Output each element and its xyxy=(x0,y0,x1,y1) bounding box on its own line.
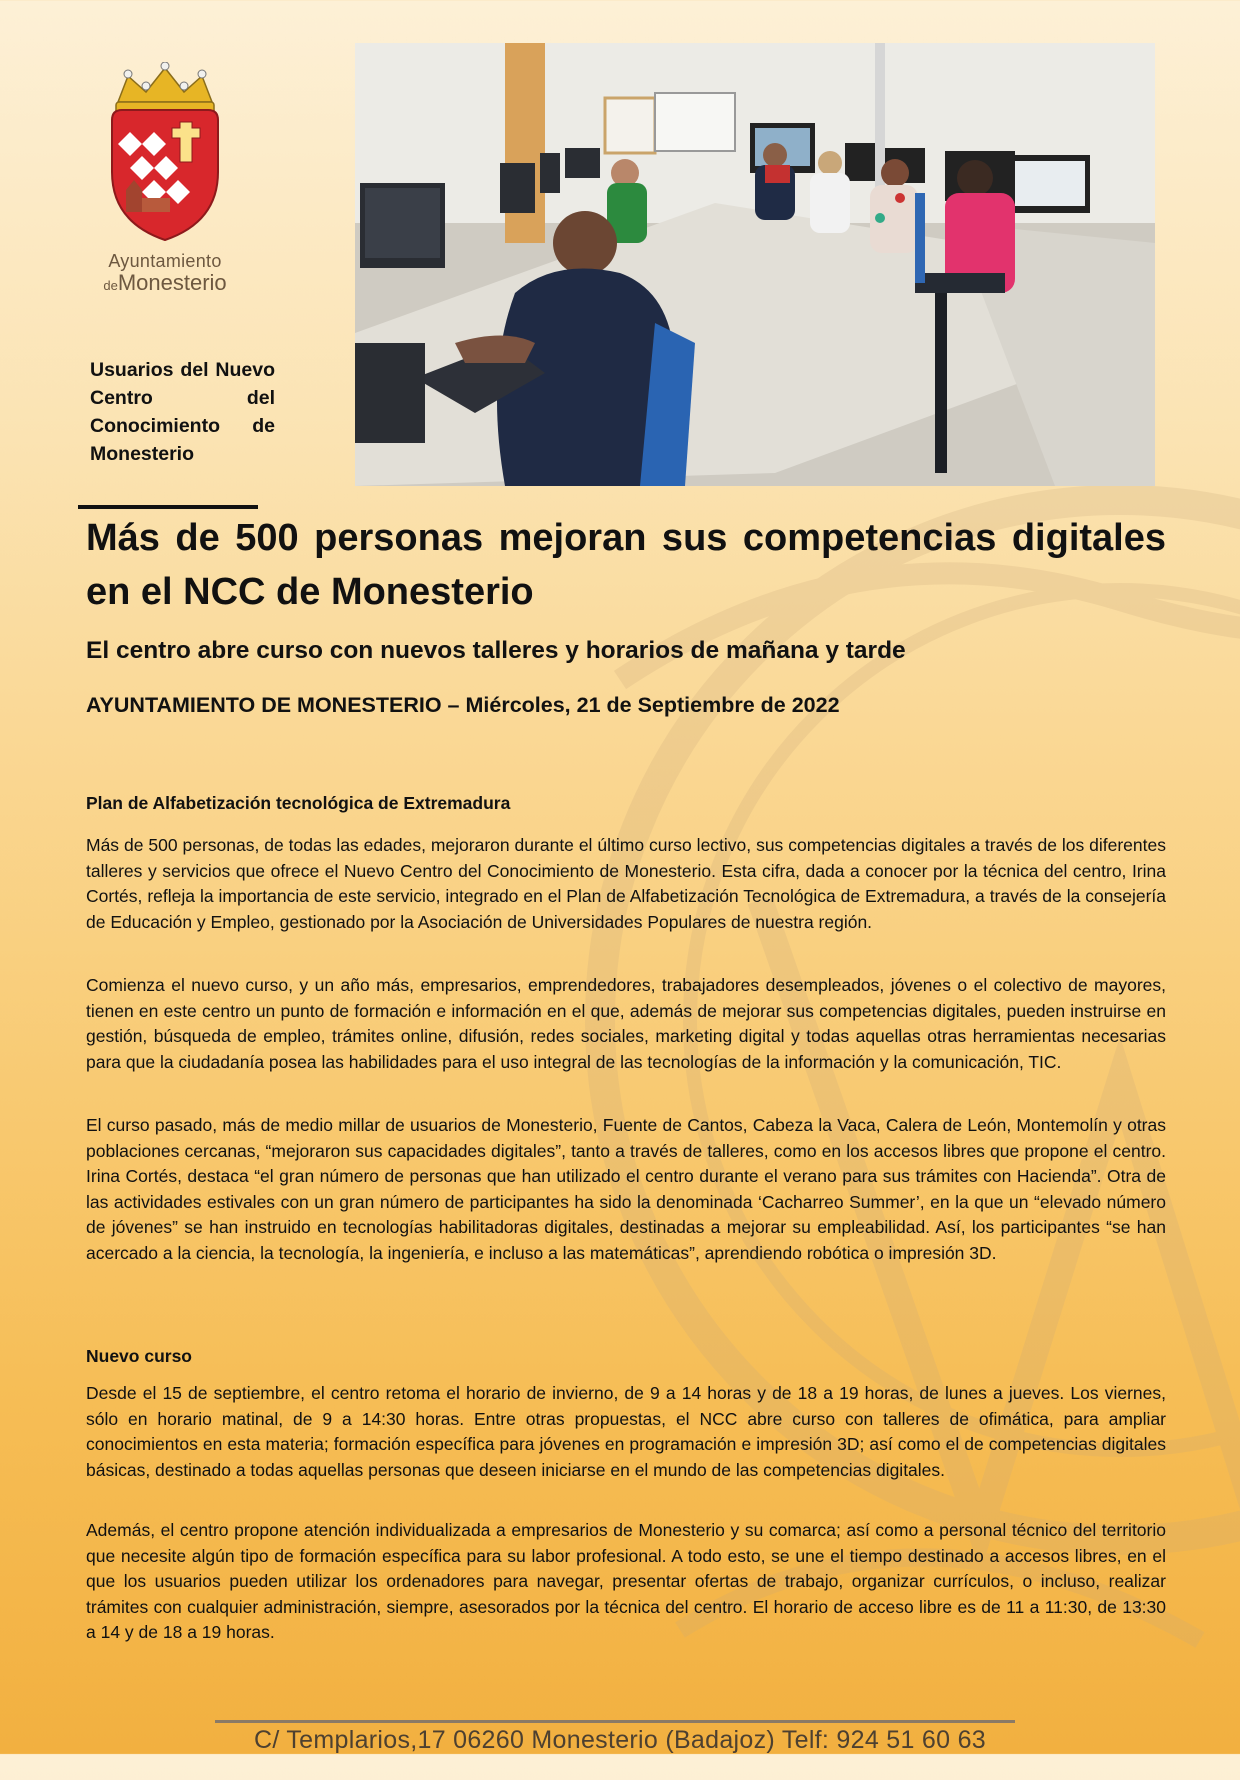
headline: Más de 500 personas mejoran sus competencias digitales en el NCC de Monesterio xyxy=(86,517,1166,613)
paragraph: Comienza el nuevo curso, y un año más, empresarios, emprendedores, trabajadores desempleados, jóvenes o el colectivo de mayores, tienen en este centro un punto de formación e información en el que, además de mejorar sus competencias digitales, pueden instruirse en gestión, búsqueda de empleo, trámites online, difusión, redes sociales, marketing digital y todas aquellas otras herramientas necesarias para que la ciudadanía posea las habilidades para el uso integral de las tecnologías de la información y la comunicación, TIC. xyxy=(86,975,1166,1072)
section-title-nuevo-curso: Nuevo curso xyxy=(86,1346,192,1366)
logo-line-2: Monesterio xyxy=(117,269,227,295)
classroom-photo xyxy=(355,43,1155,486)
paragraph: El curso pasado, más de medio millar de usuarios de Monesterio, Fuente de Cantos, Cabeza la Vaca, Calera de León, Montemolín y otras poblaciones cercanas, “mejoraron sus capacidades digitales”, tanto a través de talleres, como en los accesos libres que propone el centro. Irina Cortés, destaca “el gran número de personas que han utilizado el centro durante el verano para sus trámites con Hacienda”. Otra de las actividades estivales con un gran número de participantes ha sido la denominada ‘Cacharreo Summer’, en la que un “elevado número de jóvenes” se han instruido en tecnologías habilitadoras digitales, destinadas a mejorar su empleabilidad. Así, los participantes “se han acercado a la ciencia, la tecnología, la ingeniería, e incluso a las matemáticas”, aprendiendo robótica o impresión 3D. xyxy=(86,1115,1166,1263)
logo-line-1: Ayuntamiento xyxy=(108,251,222,271)
municipal-logo xyxy=(90,62,240,294)
footer-rule xyxy=(215,1720,1015,1723)
headline-rule xyxy=(78,505,258,509)
logo-line-2-prefix: de xyxy=(103,277,118,293)
paragraph: Más de 500 personas, de todas las edades, mejoraron durante el último curso lectivo, sus competencias digitales a través de los diferentes talleres y servicios que ofrece el Nuevo Centro del Conocimiento de Monesterio. Esta cifra, dada a conocer por la técnica del centro, Irina Cortés, refleja la importancia de este servicio, integrado en el Plan de Alfabetización Tecnológica de Extremadura, a través de la consejería de Educación y Empleo, gestionado por la Asociación de Universidades Populares de nuestra región. xyxy=(86,835,1166,932)
paragraph: Desde el 15 de septiembre, el centro retoma el horario de invierno, de 9 a 14 horas y de 18 a 19 horas, de lunes a jueves. Los viernes, sólo en horario matinal, de 9 a 14:30 horas. Entre otras propuestas, el NCC abre curso con talleres de ofimática, para ampliar conocimientos en esta materia; formación específica para jóvenes en programación e impresión 3D; así como el de competencias digitales básicas, destinado a todas aquellas personas que deseen iniciarse en el mundo de las competencias digitales. xyxy=(86,1383,1166,1480)
paragraph: Además, el centro propone atención individualizada a empresarios de Monesterio y su comarca; así como a personal técnico del territorio que necesite algún tipo de formación específica para su labor profesional. A todo esto, se une el tiempo destinado a accesos libres, en el que los usuarios pueden utilizar los ordenadores para navegar, presentar ofertas de trabajo, organizar currículos, o incluso, realizar trámites con cualquier administración, siempre, asesorados por la técnica del centro. El horario de acceso libre es de 11 a 11:30, de 13:30 a 14 y de 18 a 19 horas. xyxy=(86,1520,1166,1642)
footer-address: C/ Templarios,17 06260 Monesterio (Badajoz) Telf: 924 51 60 63 xyxy=(253,1726,986,1754)
section-title-plan: Plan de Alfabetización tecnológica de Extremadura xyxy=(86,793,511,813)
dateline: AYUNTAMIENTO DE MONESTERIO – Miércoles, 21 de Septiembre de 2022 xyxy=(86,693,840,717)
coat-of-arms-icon xyxy=(90,62,240,252)
photo-caption: Usuarios del Nuevo Centro del Conocimiento de Monesterio xyxy=(90,359,275,465)
subtitle: El centro abre curso con nuevos talleres y horarios de mañana y tarde xyxy=(86,637,906,664)
